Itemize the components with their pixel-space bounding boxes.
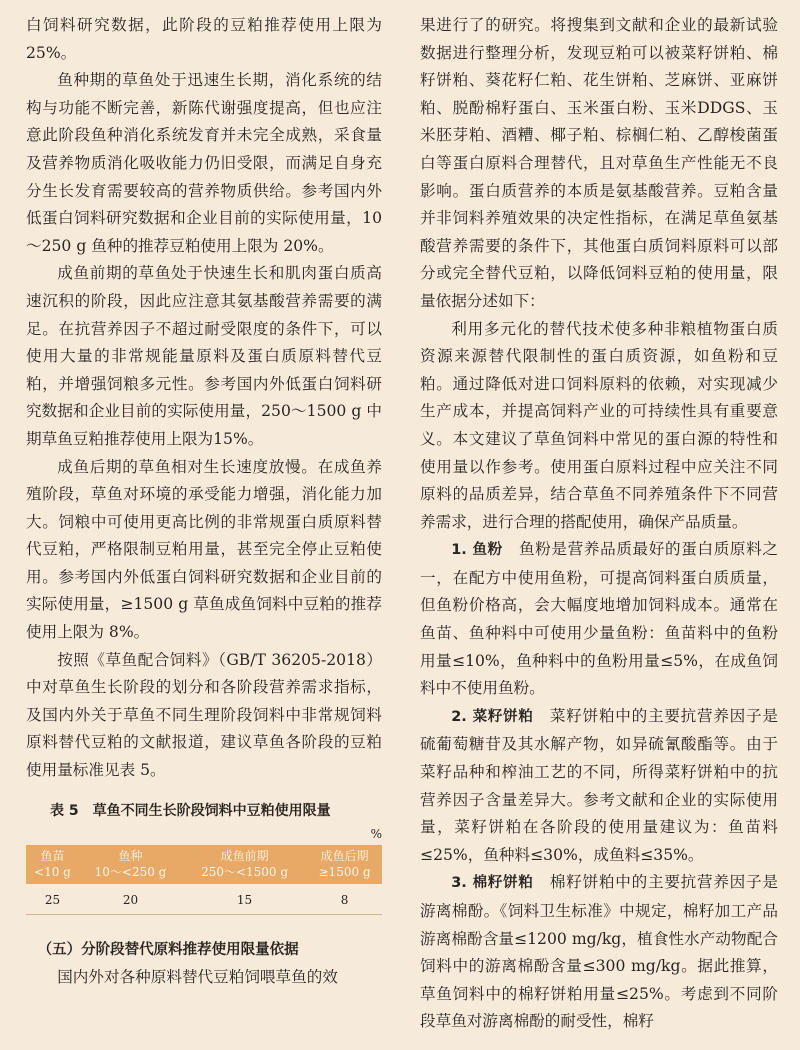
list-item xyxy=(420,703,778,870)
header-range: ≥1500 g xyxy=(318,864,371,879)
header-stage: 成鱼后期 xyxy=(320,848,369,863)
table-unit: % xyxy=(370,826,382,841)
paragraph: 白饲料研究数据，此阶段的豆粕推荐使用上限为25%。 xyxy=(26,16,382,62)
paragraph: 利用多元化的替代技术使多种非粮植物蛋白质资源来源替代限制性的蛋白质资源，如鱼粉和豆粕。通过降低对进口饲料原料的依赖，对实现减少生产成本，并提高饲料产业的可持续性具有重要意义。本文建议了草鱼饲料中常见的蛋白源的特性和使用量以作参考。使用蛋白原料过程中应关注不同原料的品质差异，结合草鱼不同养殖条件下不同营养需求，进行合理的搭配使用，确保产品质量。 xyxy=(420,319,778,531)
table-header-cell xyxy=(79,845,182,884)
header-range: 250～<1500 g xyxy=(201,864,289,879)
table-cell: 15 xyxy=(182,884,307,915)
item-text: 鱼粉是营养品质最好的蛋白质原料之一，在配方中使用鱼粉，可提高饲料蛋白质质量，但鱼粉价格高，会大幅度地增加饲料成本。通常在鱼苗、鱼种料中可使用少量鱼粉：鱼苗料中的鱼粉用量≤10%，鱼种料中的鱼粉用量≤5%，在成鱼饲料中不使用鱼粉。 xyxy=(420,540,778,698)
list-item xyxy=(420,536,778,703)
header-stage: 鱼苗 xyxy=(40,848,65,863)
item-title: 2. 菜籽饼粕 xyxy=(451,708,534,725)
paragraph: 国内外对各种原料替代豆粕饲喂草鱼的效 xyxy=(57,968,338,987)
item-text: 棉籽饼粕中的主要抗营养因子是游离棉酚。《饲料卫生标准》中规定，棉籽加工产品游离棉酚含量≤1200 mg/kg，植食性水产动物配合饲料中的游离棉酚含量≤300 mg/kg。据此推算，草鱼饲料中的棉籽饼粕用量≤25%。考虑到不同阶段草鱼对游离棉酚的耐受性，棉籽 xyxy=(420,873,778,1031)
table-5 xyxy=(26,845,382,915)
paragraph: 鱼种期的草鱼处于迅速生长期，消化系统的结构与功能不断完善，新陈代谢强度提高，但也应注意此阶段鱼种消化系统发育并未完全成熟，采食量及营养物质消化吸收能力仍旧受限，而满足自身充分生长发育需要较高的营养物质供给。参考国内外低蛋白饲料研究数据和企业目前的实际使用量，10～250 g 鱼种的推荐豆粕使用上限为 20%。 xyxy=(26,71,382,255)
paragraph: 果进行了的研究。将搜集到文献和企业的最新试验数据进行整理分析，发现豆粕可以被菜籽饼粕、棉籽饼粕、葵花籽仁粕、花生饼粕、芝麻饼、亚麻饼粕、脱酚棉籽蛋白、玉米蛋白粉、玉米DDGS、玉米胚芽粕、酒糟、椰子粕、棕榈仁粕、乙醇梭菌蛋白等蛋白原料合理替代，且对草鱼生产性能无不良影响。蛋白质营养的本质是氨基酸营养。豆粕含量并非饲料养殖效果的决定性指标，在满足草鱼氨基酸营养需要的条件下，其他蛋白质饲料原料可以部分或完全替代豆粕，以降低饲料豆粕的使用量，限量依据分述如下： xyxy=(420,16,778,310)
header-range: 10～<250 g xyxy=(94,864,167,879)
right-column xyxy=(420,12,778,1036)
paragraph: 按照《草鱼配合饲料》（GB/T 36205-2018）中对草鱼生长阶段的划分和各阶段营养需求指标，及国内外关于草鱼不同生理阶段饲料中非常规饲料原料替代豆粕的文献报道，建议草鱼各阶段的豆粕使用量标准见表 5。 xyxy=(26,650,382,780)
table-row xyxy=(26,884,382,915)
header-range: <10 g xyxy=(34,864,71,879)
item-title: 3. 棉籽饼粕 xyxy=(451,875,534,892)
paragraph: 成鱼前期的草鱼处于快速生长和肌肉蛋白质高速沉积的阶段，因此应注意其氨基酸营养需要的满足。在抗营养因子不超过耐受限度的条件下，可以使用大量的非常规能量原料及蛋白质原料替代豆粕，并增强饲粮多元性。参考国内外低蛋白饲料研究数据和企业目前的实际使用量，250～1500 g 中期草鱼豆粕推荐使用上限为15%。 xyxy=(26,264,382,448)
table-caption: 表 5 草鱼不同生长阶段饲料中豆粕使用限量 xyxy=(50,802,331,819)
table-cell: 25 xyxy=(26,884,79,915)
table-cell: 8 xyxy=(307,884,382,915)
item-title: 1. 鱼粉 xyxy=(451,542,503,559)
table-header-cell xyxy=(182,845,307,884)
table-cell: 20 xyxy=(79,884,182,915)
left-column xyxy=(26,12,382,992)
section-heading: （五）分阶段替代原料推荐使用限量依据 xyxy=(37,941,299,958)
header-stage: 成鱼前期 xyxy=(220,848,269,863)
item-text: 菜籽饼粕中的主要抗营养因子是硫葡萄糖苷及其水解产物，如异硫氰酸酯等。由于菜籽品种和榨油工艺的不同，所得菜籽饼粕中的抗营养因子含量差异大。参考文献和企业的实际使用量，菜籽饼粕在各阶段的使用量建议为：鱼苗料≤25%，鱼种料≤30%，成鱼料≤35%。 xyxy=(420,706,778,864)
table-header-cell xyxy=(307,845,382,884)
paragraph: 成鱼后期的草鱼相对生长速度放慢。在成鱼养殖阶段，草鱼对环境的承受能力增强，消化能力加大。饲粮中可使用更高比例的非常规蛋白质原料替代豆粕，严格限制豆粕用量，甚至完全停止豆粕使用。参考国内外低蛋白饲料研究数据和企业目前的实际使用量，≥1500 g 草鱼成鱼饲料中豆粕的推荐使用上限为 8%。 xyxy=(26,457,382,642)
list-item xyxy=(420,869,778,1036)
header-stage: 鱼种 xyxy=(118,848,143,863)
table-header-cell xyxy=(26,845,79,884)
table-header-row xyxy=(26,845,382,884)
